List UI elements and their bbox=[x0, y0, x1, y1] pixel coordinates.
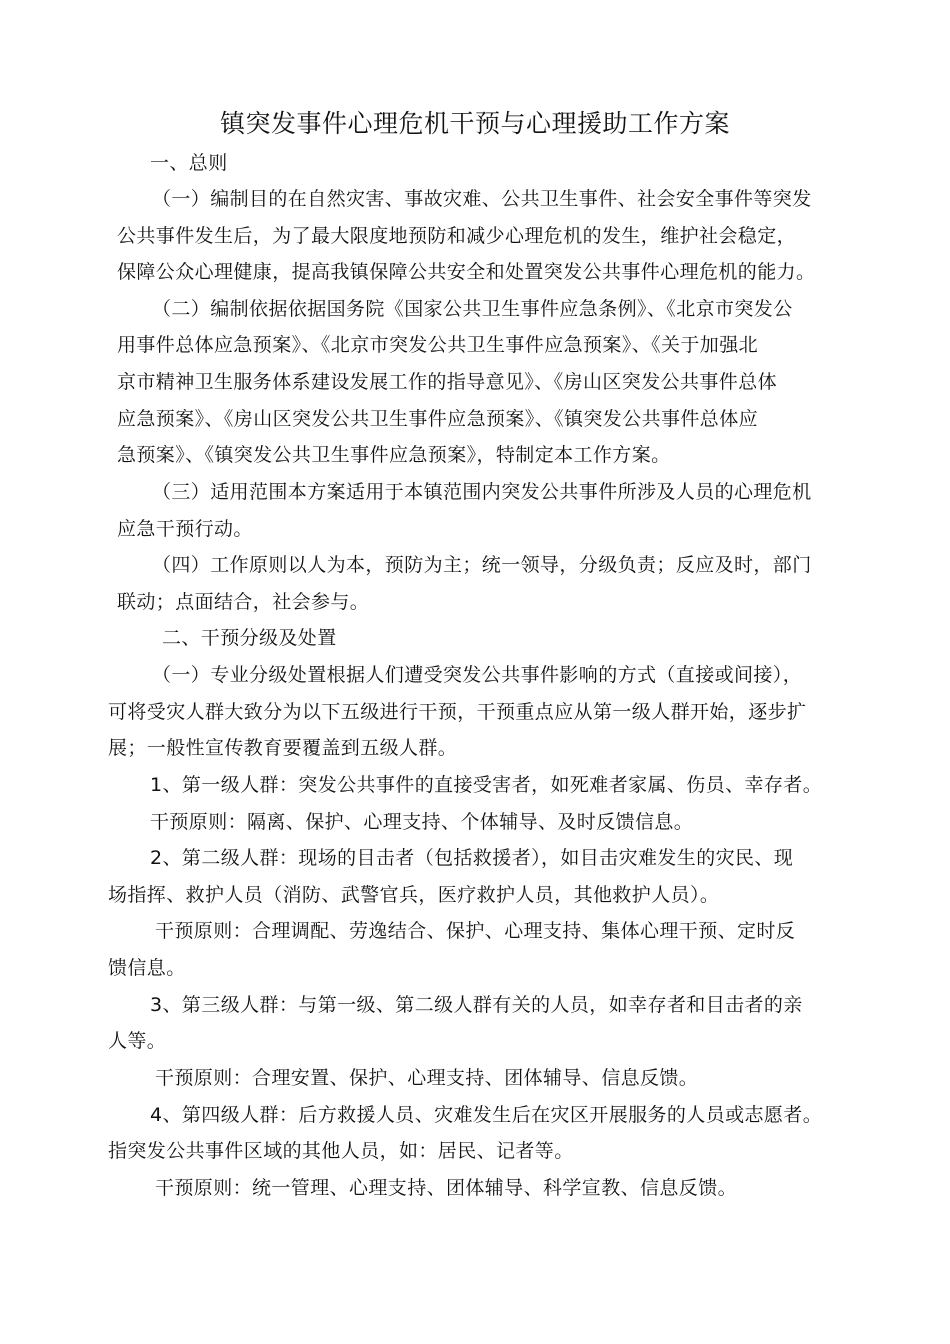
text-line: 1、第一级人群：突发公共事件的直接受害者，如死难者家属、伤员、幸存者。 bbox=[150, 774, 823, 796]
text-line: 馈信息。 bbox=[108, 957, 186, 979]
text-line: 应急预案》、《房山区突发公共卫生事件应急预案》、《镇突发公共事件总体应 bbox=[117, 408, 759, 430]
text-line: （一）编制目的在自然灾害、事故灾难、公共卫生事件、社会安全事件等突发 bbox=[152, 188, 812, 210]
text-line: 干预原则：统一管理、心理支持、团体辅导、科学宣教、信息反馈。 bbox=[155, 1177, 738, 1199]
text-line: 干预原则：隔离、保护、心理支持、个体辅导、及时反馈信息。 bbox=[150, 811, 694, 833]
document-title: 镇突发事件心理危机干预与心理援助工作方案 bbox=[219, 109, 730, 138]
heading-intervention: 二、干预分级及处置 bbox=[162, 627, 337, 649]
text-line: 联动；点面结合，社会参与。 bbox=[117, 591, 370, 613]
text-line: 急预案》、《镇突发公共卫生事件应急预案》，特制定本工作方案。 bbox=[117, 444, 671, 466]
text-line: 人等。 bbox=[108, 1030, 167, 1052]
text-line: 京市精神卫生服务体系建设发展工作的指导意见》、《房山区突发公共事件总体 bbox=[117, 371, 778, 393]
text-line: （三）适用范围本方案适用于本镇范围内突发公共事件所涉及人员的心理危机 bbox=[152, 481, 812, 503]
text-line: 展；一般性宣传教育要覆盖到五级人群。 bbox=[108, 737, 458, 759]
text-line: 保障公众心理健康，提高我镇保障公共安全和处置突发公共事件心理危机的能力。 bbox=[117, 261, 816, 283]
text-line: 场指挥、救护人员（消防、武警官兵，医疗救护人员，其他救护人员）。 bbox=[108, 884, 720, 906]
heading-general: 一、总则 bbox=[150, 152, 228, 174]
text-line: 用事件总体应急预案》、《北京市突发公共卫生事件应急预案》、《关于加强北 bbox=[117, 334, 759, 356]
text-line: 应急干预行动。 bbox=[117, 518, 253, 540]
text-line: （二）编制依据依据国务院《国家公共卫生事件应急条例》、《北京市突发公 bbox=[152, 298, 793, 320]
text-line: 指突发公共事件区域的其他人员，如：居民、记者等。 bbox=[108, 1140, 574, 1162]
text-line: 公共事件发生后，为了最大限度地预防和减少心理危机的发生，维护社会稳定， bbox=[117, 225, 797, 247]
text-line: 可将受灾人群大致分为以下五级进行干预，干预重点应从第一级人群开始，逐步扩 bbox=[108, 701, 807, 723]
text-line: 3、第三级人群：与第一级、第二级人群有关的人员，如幸存者和目击者的亲 bbox=[150, 994, 803, 1016]
text-line: 2、第二级人群：现场的目击者（包括救援者），如目击灾难发生的灾民、现 bbox=[150, 847, 794, 869]
text-line: 4、第四级人群：后方救援人员、灾难发生后在灾区开展服务的人员或志愿者。 bbox=[150, 1104, 823, 1126]
text-line: 干预原则：合理调配、劳逸结合、保护、心理支持、集体心理干预、定时反 bbox=[155, 920, 796, 942]
text-line: （四）工作原则以人为本，预防为主；统一领导，分级负责；反应及时，部门 bbox=[152, 554, 812, 576]
text-line: 干预原则：合理安置、保护、心理支持、团体辅导、信息反馈。 bbox=[155, 1067, 699, 1089]
text-line: （一）专业分级处置根据人们遭受突发公共事件影响的方式（直接或间接）， bbox=[152, 664, 803, 686]
